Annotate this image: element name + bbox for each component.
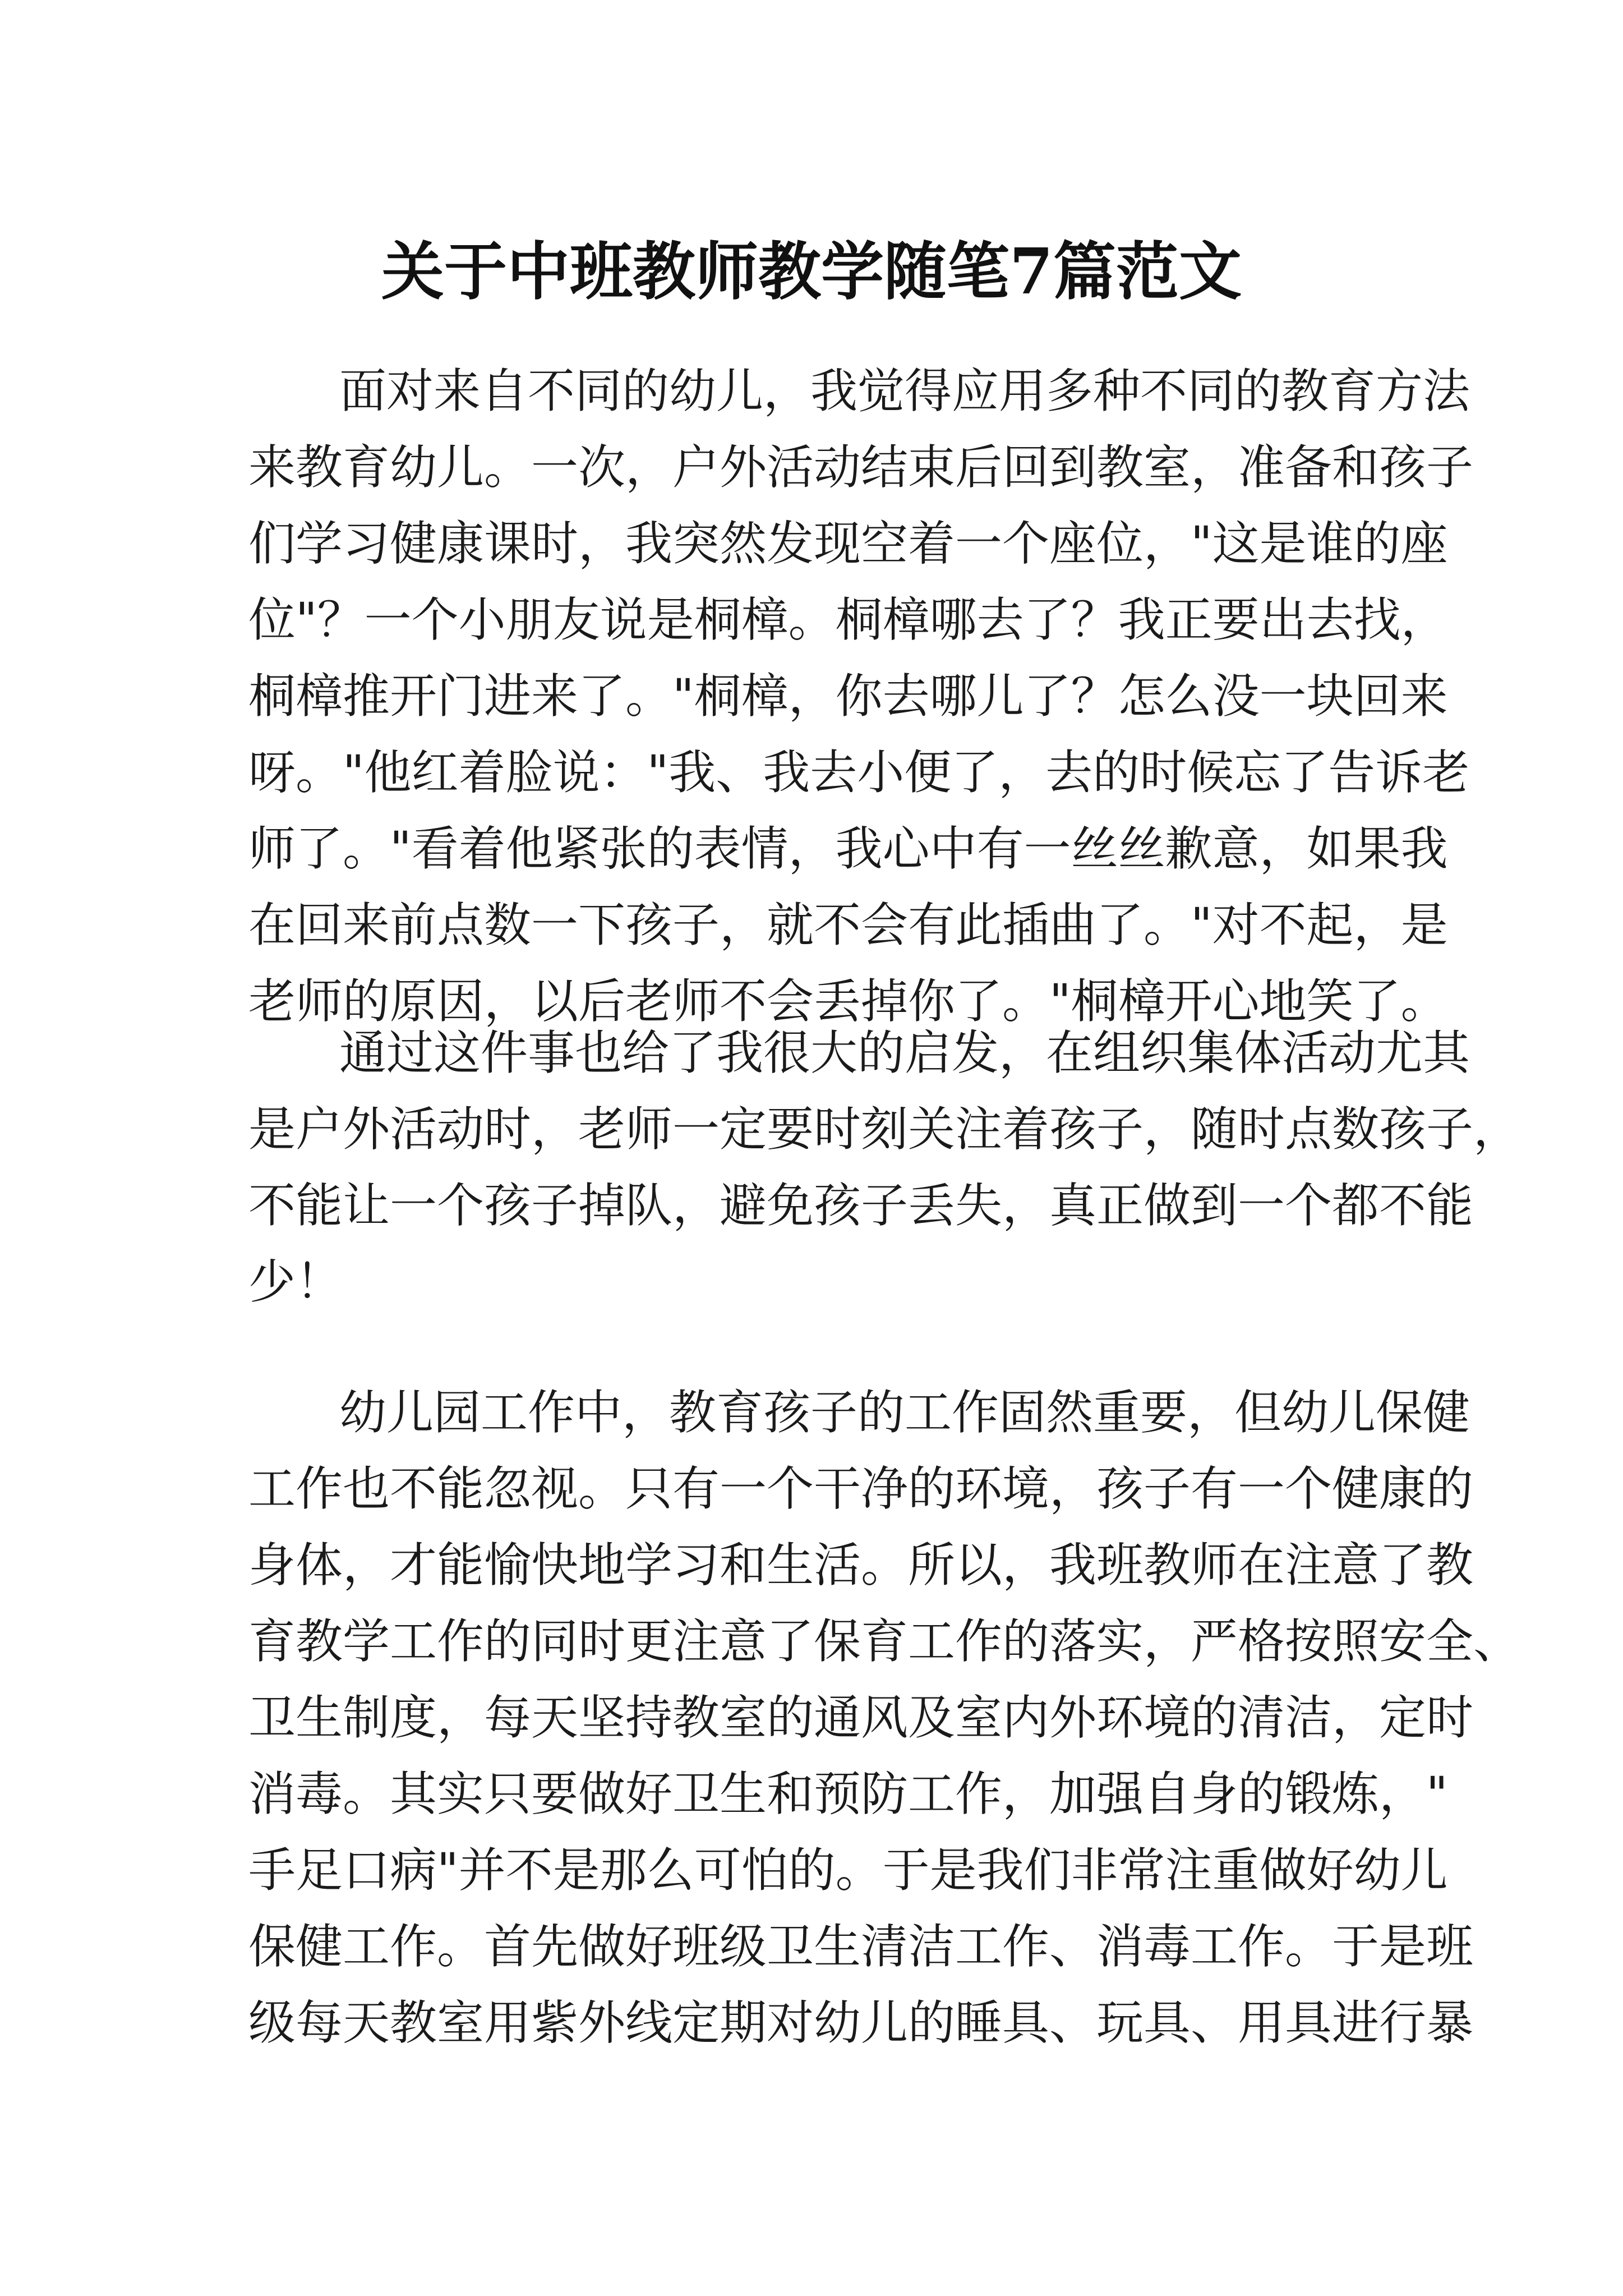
paragraph-line: 幼儿园工作中，教育孩子的工作固然重要，但幼儿保健 [339, 1385, 1470, 1440]
paragraph-line: 面对来自不同的幼儿，我觉得应用多种不同的教育方法 [339, 364, 1470, 418]
paragraph-line: 手足口病"并不是那么可怕的。于是我们非常注重做好幼儿 [248, 1843, 1448, 1898]
paragraph-line: 师了。"看着他紧张的表情，我心中有一丝丝歉意，如果我 [248, 821, 1448, 876]
paragraph-line: 少！ [248, 1254, 343, 1309]
paragraph-line: 在回来前点数一下孩子，就不会有此插曲了。"对不起，是 [248, 898, 1448, 953]
paragraph-line: 不能让一个孩子掉队，避免孩子丢失，真正做到一个都不能 [248, 1178, 1474, 1233]
paragraph-line: 来教育幼儿。一次，户外活动结束后回到教室，准备和孩子 [248, 440, 1474, 495]
paragraph-line: 保健工作。首先做好班级卫生清洁工作、消毒工作。于是班 [248, 1919, 1474, 1974]
paragraph-line: 位"？一个小朋友说是桐樟。桐樟哪去了？我正要出去找， [248, 592, 1448, 647]
paragraph-line: 通过这件事也给了我很大的启发，在组织集体活动尤其 [339, 1025, 1470, 1080]
paragraph-line: 卫生制度，每天坚持教室的通风及室内外环境的清洁，定时 [248, 1690, 1474, 1745]
paragraph-line: 工作也不能忽视。只有一个干净的环境，孩子有一个健康的 [248, 1461, 1474, 1516]
paragraph-line: 呀。"他红着脸说："我、我去小便了，去的时候忘了告诉老 [248, 745, 1470, 800]
paragraph-line: 桐樟推开门进来了。"桐樟，你去哪儿了？怎么没一块回来 [248, 669, 1448, 724]
page-title: 关于中班教师教学随笔7篇范文 [381, 235, 1242, 309]
paragraph-line: 育教学工作的同时更注意了保育工作的落实，严格按照安全、 [248, 1614, 1521, 1669]
paragraph-line: 老师的原因，以后老师不会丢掉你了。"桐樟开心地笑了。 [248, 974, 1448, 1029]
paragraph-line: 们学习健康课时，我突然发现空着一个座位，"这是谁的座 [248, 516, 1448, 571]
paragraph-line: 身体，才能愉快地学习和生活。所以，我班教师在注意了教 [248, 1538, 1474, 1593]
paragraph-line: 消毒。其实只要做好卫生和预防工作，加强自身的锻炼，" [248, 1766, 1448, 1821]
paragraph-line: 级每天教室用紫外线定期对幼儿的睡具、玩具、用具进行暴 [248, 1995, 1474, 2050]
paragraph-line: 是户外活动时，老师一定要时刻关注着孩子，随时点数孩子， [248, 1102, 1521, 1157]
